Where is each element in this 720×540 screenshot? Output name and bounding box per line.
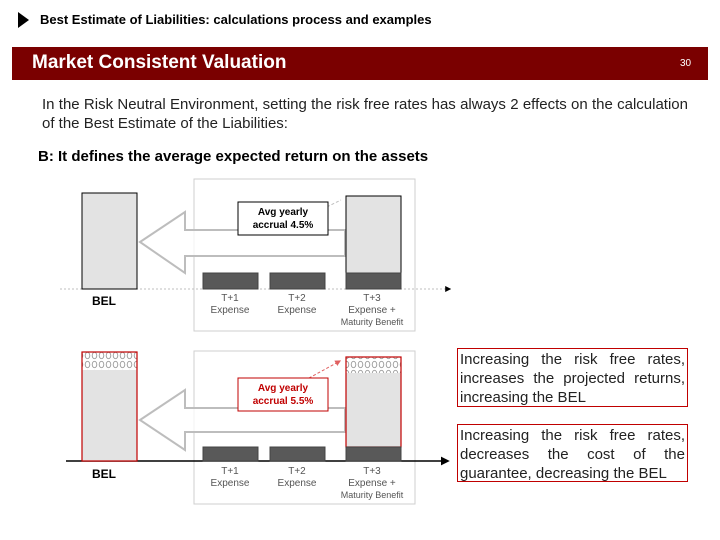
diagram-2-t2-label-1: T+2 (288, 466, 306, 477)
diagram-1-bar-t3-expense (346, 273, 401, 289)
diagram-2-t2-label-2: Expense (277, 478, 317, 489)
diagram-2-t1-label-2: Expense (210, 478, 250, 489)
note-decreases-bel: Increasing the risk free rates, decreases the cost of the guarantee, decreasing the BEL (457, 424, 688, 482)
diagram-2-bar-t3-benefit (346, 373, 401, 447)
diagram-1-bar-t3-benefit (346, 196, 401, 273)
diagram-2-bel-bar (82, 370, 137, 461)
diagram-1-bel-label: BEL (92, 294, 116, 308)
diagram-2-callout-line1: Avg yearly (257, 383, 309, 394)
diagram-1-callout-line2: accrual 4.5% (252, 220, 314, 231)
diagram-1-bel-bar (82, 193, 137, 289)
diagram-2-bar-t3-expense (346, 447, 401, 461)
diagram-2-bel-label: BEL (92, 467, 116, 481)
diagram-2 (66, 351, 448, 504)
diagram-1-bar-t2 (270, 273, 325, 289)
diagram-1-callout-line1: Avg yearly (257, 207, 309, 218)
diagram-1-t1-label-2: Expense (210, 305, 250, 316)
diagram-1-t3-label-3: Maturity Benefit (340, 317, 404, 327)
diagram-2-t3-label-3: Maturity Benefit (340, 490, 404, 500)
intro-paragraph: In the Risk Neutral Environment, setting the risk free rates has always 2 effects on the calculation of the Best Estimate of the Liabilities: (42, 96, 688, 132)
page-number: 30 (680, 58, 692, 69)
section-b-heading: B: It defines the average expected return on the assets (38, 148, 429, 165)
banner-title: Market Consistent Valuation (32, 52, 287, 73)
diagram-1-bar-t1 (203, 273, 258, 289)
diagram-2-bar-t2 (270, 447, 325, 461)
diagram-2-bar-t3-coins (346, 357, 401, 373)
diagram-1-t2-label-2: Expense (277, 305, 317, 316)
diagram-2-t3-label-1: T+3 (363, 466, 381, 477)
diagram-2-callout-line2: accrual 5.5% (252, 396, 314, 407)
note-increases-bel: Increasing the risk free rates, increases the projected returns, increasing the BEL (457, 348, 688, 407)
page-header-title: Best Estimate of Liabilities: calculations process and examples (40, 12, 432, 27)
diagram-1 (60, 179, 450, 331)
diagram-1-t3-label-2: Expense + (348, 305, 396, 316)
diagram-1-t3-label-1: T+3 (363, 293, 381, 304)
diagram-1-t2-label-1: T+2 (288, 293, 306, 304)
diagram-2-bar-t1 (203, 447, 258, 461)
diagram-2-t3-label-2: Expense + (348, 478, 396, 489)
diagram-2-t1-label-1: T+1 (221, 466, 239, 477)
diagram-2-bel-coins (82, 352, 137, 370)
diagram-1-t1-label-1: T+1 (221, 293, 239, 304)
